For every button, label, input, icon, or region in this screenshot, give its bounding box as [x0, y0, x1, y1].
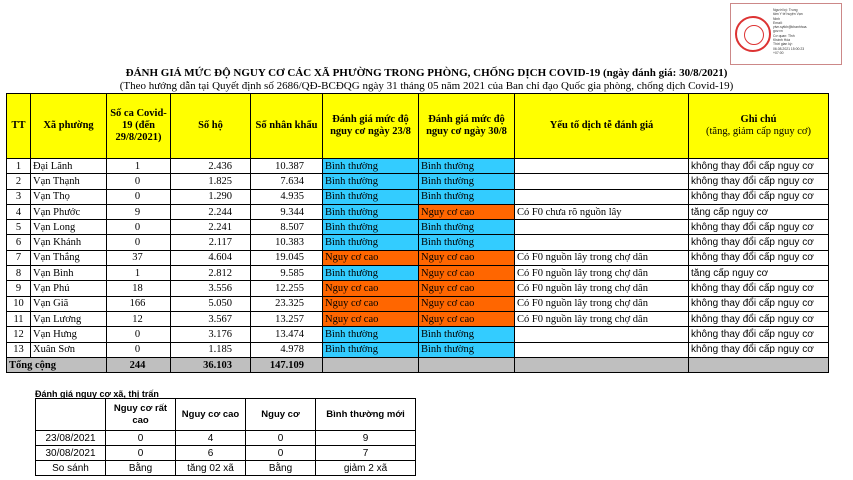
- total-households: 36.103: [171, 357, 251, 372]
- summary-table: [35, 398, 416, 476]
- row-cases: 0: [107, 189, 171, 204]
- row-tt: 6: [7, 235, 31, 250]
- row-population: 9.585: [251, 266, 323, 281]
- header-note: [689, 94, 829, 159]
- summary-header-row: [36, 399, 416, 431]
- row-cases: 18: [107, 281, 171, 296]
- row-cases: 0: [107, 220, 171, 235]
- row-tt: 9: [7, 281, 31, 296]
- header-commune: Xã phường: [31, 94, 107, 159]
- header-households: Số hộ: [171, 94, 251, 159]
- row-risk-30: Nguy cơ cao: [419, 266, 515, 281]
- summary-row: [36, 446, 416, 461]
- row-note: không thay đổi cấp nguy cơ: [689, 342, 829, 357]
- row-population: 23.325: [251, 296, 323, 311]
- summary-cell: 7: [316, 446, 416, 461]
- row-risk-30: Bình thường: [419, 235, 515, 250]
- header-note-label: Ghi chú: [740, 114, 777, 125]
- row-note: không thay đổi cấp nguy cơ: [689, 189, 829, 204]
- row-tt: 2: [7, 174, 31, 189]
- table-row: [7, 250, 829, 265]
- row-risk-23: Bình thường: [323, 220, 419, 235]
- row-tt: 4: [7, 204, 31, 219]
- row-cases: 0: [107, 174, 171, 189]
- row-households: 2.244: [171, 204, 251, 219]
- row-factor: Có F0 chưa rõ nguồn lây: [515, 204, 689, 219]
- row-tt: 13: [7, 342, 31, 357]
- page-title: ĐÁNH GIÁ MỨC ĐỘ NGUY CƠ CÁC XÃ PHƯỜNG TRONG PHÒNG, CHỐNG DỊCH COVID-19 (ngày đánh giá: 30/8/2021): [125, 67, 728, 79]
- row-commune: Vạn Khánh: [31, 235, 107, 250]
- summary-cell: 4: [176, 431, 246, 446]
- row-cases: 0: [107, 327, 171, 342]
- header-risk-30: Đánh giá mức độ nguy cơ ngày 30/8: [419, 94, 515, 159]
- table-row: [7, 189, 829, 204]
- row-cases: 0: [107, 235, 171, 250]
- row-risk-30: Bình thường: [419, 189, 515, 204]
- row-note: tăng cấp nguy cơ: [689, 204, 829, 219]
- summary-cell: 6: [176, 446, 246, 461]
- row-population: 7.634: [251, 174, 323, 189]
- row-risk-30: Nguy cơ cao: [419, 281, 515, 296]
- total-row: [7, 357, 829, 372]
- total-empty: [689, 357, 829, 372]
- row-factor: [515, 159, 689, 174]
- row-note: không thay đổi cấp nguy cơ: [689, 281, 829, 296]
- summary-cell: 0: [106, 446, 176, 461]
- row-tt: 10: [7, 296, 31, 311]
- row-households: 2.241: [171, 220, 251, 235]
- row-tt: 7: [7, 250, 31, 265]
- row-commune: Xuân Sơn: [31, 342, 107, 357]
- row-households: 2.436: [171, 159, 251, 174]
- header-cases: Số ca Covid-19 (đến 29/8/2021): [107, 94, 171, 159]
- row-note: không thay đổi cấp nguy cơ: [689, 250, 829, 265]
- row-cases: 0: [107, 342, 171, 357]
- header-risk-23: Đánh giá mức độ nguy cơ ngày 23/8: [323, 94, 419, 159]
- summary-header-cell: [36, 399, 106, 431]
- row-population: 9.344: [251, 204, 323, 219]
- row-risk-23: Bình thường: [323, 266, 419, 281]
- row-households: 1.290: [171, 189, 251, 204]
- table-header-row: [7, 94, 829, 159]
- table-row: [7, 311, 829, 326]
- row-households: 5.050: [171, 296, 251, 311]
- row-cases: 37: [107, 250, 171, 265]
- digital-signature-stamp: [730, 3, 842, 65]
- row-commune: Vạn Phú: [31, 281, 107, 296]
- row-population: 10.387: [251, 159, 323, 174]
- row-commune: Vạn Lương: [31, 311, 107, 326]
- risk-assessment-table: [6, 93, 829, 373]
- summary-cell: giảm 2 xã: [316, 461, 416, 476]
- total-empty: [419, 357, 515, 372]
- row-population: 19.045: [251, 250, 323, 265]
- row-commune: Vạn Giã: [31, 296, 107, 311]
- row-tt: 3: [7, 189, 31, 204]
- total-label: Tổng cộng: [7, 357, 107, 372]
- row-factor: Có F0 nguồn lây trong chợ dân: [515, 250, 689, 265]
- row-risk-30: Nguy cơ cao: [419, 250, 515, 265]
- row-risk-23: Bình thường: [323, 235, 419, 250]
- summary-cell: 23/08/2021: [36, 431, 106, 446]
- summary-cell: 0: [246, 446, 316, 461]
- row-commune: Đại Lãnh: [31, 159, 107, 174]
- row-households: 1.825: [171, 174, 251, 189]
- table-row: [7, 296, 829, 311]
- total-cases: 244: [107, 357, 171, 372]
- row-risk-30: Bình thường: [419, 342, 515, 357]
- row-note: không thay đổi cấp nguy cơ: [689, 174, 829, 189]
- row-risk-23: Nguy cơ cao: [323, 281, 419, 296]
- row-risk-23: Bình thường: [323, 342, 419, 357]
- total-population: 147.109: [251, 357, 323, 372]
- summary-title: Đánh giá nguy cơ xã, thị trấn: [35, 389, 159, 399]
- row-risk-30: Bình thường: [419, 159, 515, 174]
- table-row: [7, 220, 829, 235]
- header-note-sub: (tăng, giảm cấp nguy cơ): [706, 126, 811, 137]
- summary-row: [36, 431, 416, 446]
- signature-text: Người ký: Trung tâm Y tế huyện Vạn Ninh Email: ytvn.sytkh@khanhhoa. gov.vn Cơ quan: Tỉnh Khánh Hòa Thời gian ký: 06.08.2021 15:00:23 +07:00: [773, 8, 808, 55]
- summary-row: [36, 461, 416, 476]
- row-factor: [515, 342, 689, 357]
- table-row: [7, 266, 829, 281]
- row-households: 3.176: [171, 327, 251, 342]
- total-empty: [323, 357, 419, 372]
- row-risk-30: Bình thường: [419, 220, 515, 235]
- row-risk-30: Nguy cơ cao: [419, 311, 515, 326]
- row-commune: Vạn Thạnh: [31, 174, 107, 189]
- row-risk-23: Nguy cơ cao: [323, 250, 419, 265]
- table-row: [7, 159, 829, 174]
- summary-cell: 0: [106, 431, 176, 446]
- row-commune: Vạn Long: [31, 220, 107, 235]
- row-tt: 11: [7, 311, 31, 326]
- summary-header-cell: Nguy cơ cao: [176, 399, 246, 431]
- row-risk-23: Bình thường: [323, 189, 419, 204]
- row-tt: 12: [7, 327, 31, 342]
- row-risk-23: Bình thường: [323, 174, 419, 189]
- row-factor: Có F0 nguồn lây trong chợ dân: [515, 311, 689, 326]
- header-tt: TT: [7, 94, 31, 159]
- row-commune: Vạn Thắng: [31, 250, 107, 265]
- row-factor: [515, 327, 689, 342]
- row-population: 8.507: [251, 220, 323, 235]
- row-households: 4.604: [171, 250, 251, 265]
- row-factor: [515, 235, 689, 250]
- row-households: 3.567: [171, 311, 251, 326]
- row-tt: 8: [7, 266, 31, 281]
- row-cases: 1: [107, 266, 171, 281]
- row-risk-30: Nguy cơ cao: [419, 296, 515, 311]
- row-factor: Có F0 nguồn lây trong chợ dân: [515, 296, 689, 311]
- row-households: 3.556: [171, 281, 251, 296]
- row-note: tăng cấp nguy cơ: [689, 266, 829, 281]
- header-population: Số nhân khẩu: [251, 94, 323, 159]
- row-commune: Vạn Thọ: [31, 189, 107, 204]
- summary-cell: Bằng: [106, 461, 176, 476]
- row-population: 4.978: [251, 342, 323, 357]
- row-cases: 9: [107, 204, 171, 219]
- row-tt: 1: [7, 159, 31, 174]
- row-tt: 5: [7, 220, 31, 235]
- row-population: 13.257: [251, 311, 323, 326]
- row-population: 12.255: [251, 281, 323, 296]
- row-factor: [515, 220, 689, 235]
- table-row: [7, 174, 829, 189]
- summary-header-cell: Nguy cơ rất cao: [106, 399, 176, 431]
- summary-cell: 9: [316, 431, 416, 446]
- row-risk-23: Bình thường: [323, 159, 419, 174]
- row-risk-23: Nguy cơ cao: [323, 311, 419, 326]
- row-note: không thay đổi cấp nguy cơ: [689, 159, 829, 174]
- seal-icon: [735, 16, 771, 52]
- row-risk-30: Nguy cơ cao: [419, 204, 515, 219]
- row-risk-23: Nguy cơ cao: [323, 296, 419, 311]
- row-factor: Có F0 nguồn lây trong chợ dân: [515, 266, 689, 281]
- row-commune: Vạn Hưng: [31, 327, 107, 342]
- header-factor: Yếu tố dịch tễ đánh giá: [515, 94, 689, 159]
- row-factor: [515, 174, 689, 189]
- total-empty: [515, 357, 689, 372]
- row-households: 1.185: [171, 342, 251, 357]
- row-note: không thay đổi cấp nguy cơ: [689, 311, 829, 326]
- row-cases: 1: [107, 159, 171, 174]
- summary-header-cell: Bình thường mới: [316, 399, 416, 431]
- row-note: không thay đổi cấp nguy cơ: [689, 327, 829, 342]
- row-commune: Vạn Bình: [31, 266, 107, 281]
- row-cases: 12: [107, 311, 171, 326]
- row-population: 13.474: [251, 327, 323, 342]
- row-risk-23: Bình thường: [323, 327, 419, 342]
- summary-cell: So sánh: [36, 461, 106, 476]
- page-subtitle: (Theo hướng dẫn tại Quyết định số 2686/QĐ-BCĐQG ngày 31 tháng 05 năm 2021 của Ban chỉ đạo Quốc gia phòng, chống dịch Covid-19): [119, 80, 734, 92]
- row-households: 2.117: [171, 235, 251, 250]
- summary-cell: tăng 02 xã: [176, 461, 246, 476]
- row-note: không thay đổi cấp nguy cơ: [689, 220, 829, 235]
- row-commune: Vạn Phước: [31, 204, 107, 219]
- row-risk-30: Bình thường: [419, 174, 515, 189]
- row-risk-23: Bình thường: [323, 204, 419, 219]
- row-households: 2.812: [171, 266, 251, 281]
- table-row: [7, 204, 829, 219]
- row-factor: Có F0 nguồn lây trong chợ dân: [515, 281, 689, 296]
- row-factor: [515, 189, 689, 204]
- row-note: không thay đổi cấp nguy cơ: [689, 296, 829, 311]
- table-row: [7, 342, 829, 357]
- summary-header-cell: Nguy cơ: [246, 399, 316, 431]
- summary-cell: Bằng: [246, 461, 316, 476]
- summary-cell: 0: [246, 431, 316, 446]
- row-cases: 166: [107, 296, 171, 311]
- row-risk-30: Bình thường: [419, 327, 515, 342]
- table-row: [7, 327, 829, 342]
- row-note: không thay đổi cấp nguy cơ: [689, 235, 829, 250]
- row-population: 4.935: [251, 189, 323, 204]
- table-row: [7, 235, 829, 250]
- row-population: 10.383: [251, 235, 323, 250]
- table-row: [7, 281, 829, 296]
- summary-cell: 30/08/2021: [36, 446, 106, 461]
